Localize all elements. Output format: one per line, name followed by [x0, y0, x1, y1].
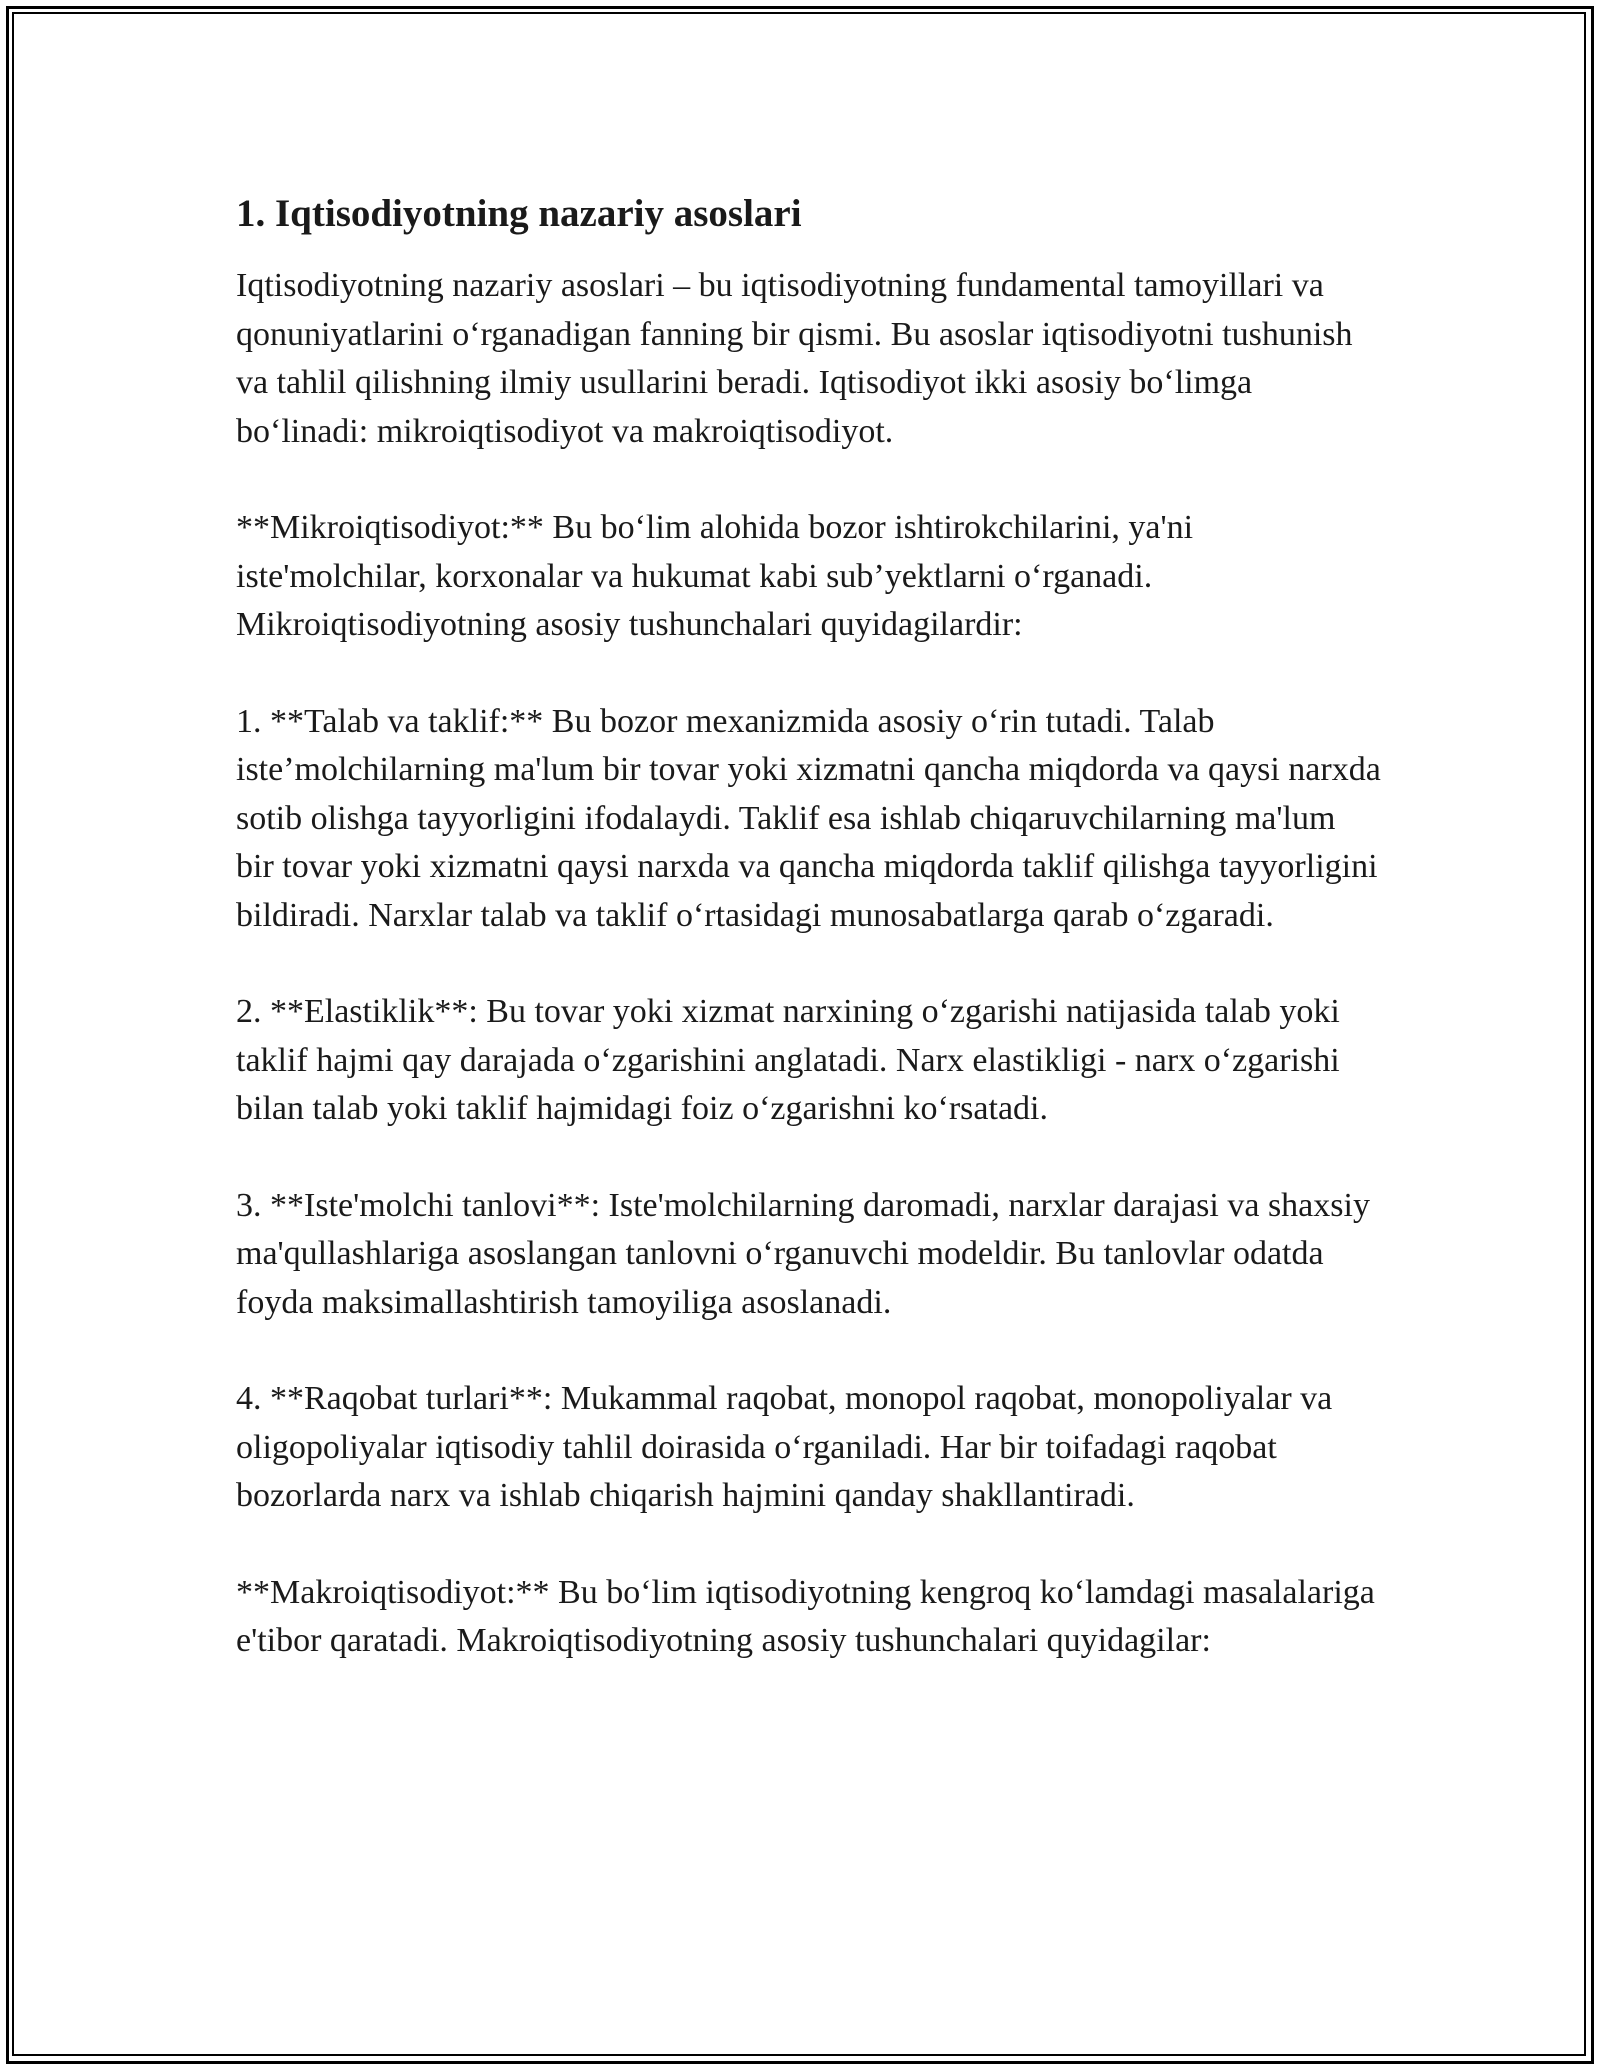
document-body	[236, 186, 1381, 1714]
list-item-consumer-choice: 3. **Iste'molchi tanlovi**: Iste'molchilarning daromadi, narxlar darajasi va shaxsiy ma'qullashlariga asoslangan tanlovni o‘rganuvchi modeldir. Bu tanlovlar odatda foyda maksimallashtirish tamoyiliga asoslanadi.	[236, 1186, 1370, 1321]
section-heading: 1. Iqtisodiyotning nazariy asoslari	[236, 192, 802, 235]
microeconomics-paragraph: **Mikroiqtisodiyot:** Bu bo‘lim alohida bozor ishtirokchilarini, ya'ni iste'molchilar, korxonalar va hukumat kabi sub’yektlarni o‘rganadi. Mikroiqtisodiyotning asosiy tushunchalari quyidagilardir:	[236, 509, 1194, 643]
list-item-competition-types: 4. **Raqobat turlari**: Mukammal raqobat, monopol raqobat, monopoliyalar va oligopoliyalar iqtisodiy tahlil doirasida o‘rganiladi. Har bir toifadagi raqobat bozorlarda narx va ishlab chiqarish hajmini qanday shakllantiradi.	[236, 1380, 1333, 1514]
list-item-elasticity: 2. **Elastiklik**: Bu tovar yoki xizmat narxining o‘zgarishi natijasida talab yoki taklif hajmi qay darajada o‘zgarishini anglatadi. Narx elastikligi - narx o‘zgarishi bilan talab yoki taklif hajmidagi foiz o‘zgarishni ko‘rsatadi.	[236, 993, 1340, 1127]
macroeconomics-paragraph: **Makroiqtisodiyot:** Bu bo‘lim iqtisodiyotning kengroq ko‘lamdagi masalalariga e'tibor qaratadi. Makroiqtisodiyotning asosiy tushunchalari quyidagilar:	[236, 1573, 1375, 1659]
list-item-supply-demand: 1. **Talab va taklif:** Bu bozor mexanizmida asosiy o‘rin tutadi. Talab iste’molchilarning ma'lum bir tovar yoki xizmatni qancha miqdorda va qaysi narxda sotib olishga tayyorligini ifodalaydi. Taklif esa ishlab chiqaruvchilarning ma'lum bir tovar yoki xizmatni qaysi narxda va qancha miqdorda taklif qilishga tayyorligini bildiradi. Narxlar talab va taklif o‘rtasidagi munosabatlarga qarab o‘zgaradi.	[236, 702, 1381, 934]
intro-paragraph: Iqtisodiyotning nazariy asoslari – bu iqtisodiyotning fundamental tamoyillari va qonuniyatlarini o‘rganadigan fanning bir qismi. Bu asoslar iqtisodiyotni tushunish va tahlil qilishning ilmiy usullarini beradi. Iqtisodiyot ikki asosiy bo‘limga bo‘linadi: mikroiqtisodiyot va makroiqtisodiyot.	[236, 267, 1353, 450]
